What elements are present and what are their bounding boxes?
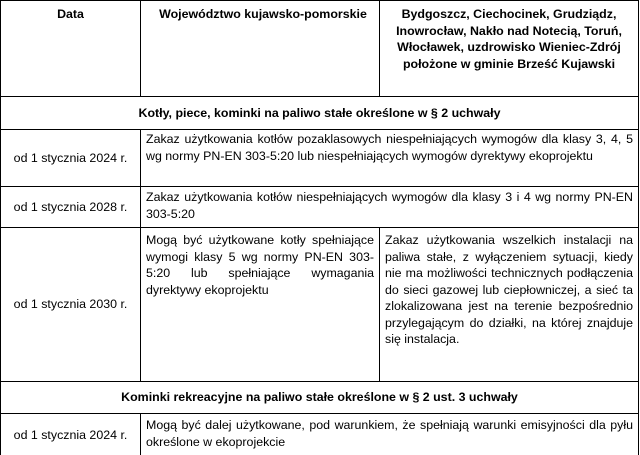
row-2030-cities-text: Zakaz użytkowania wszelkich instalacji na paliwa stałe, z wyłączeniem sytuacji, kiedy nie ma możliwości technicznych podłączenia do sieci gazowej lub ciepłowniczej, a sieć ta zlokalizowana jest na terenie bezpośrednio przylegającym do działki, na której znajduje się instalacja. (385, 233, 633, 346)
row-2028-text: Zakaz użytkowania kotłów niespełniających wymogów dla klasy 3 i 4 wg normy PN-EN 303-5:20 (146, 190, 633, 221)
grid-line (140, 0, 141, 97)
row-2024-text: Zakaz użytkowania kotłów pozaklasowych niespełniających wymogów dla klasy 3, 4, 5 wg normy PN-EN 303-5:20 lub niespełniających wymogów dyrektywy ekoprojektu (146, 132, 633, 163)
row-fireplace-2024-text: Mogą być dalej użytkowane, pod warunkiem, że spełniają warunki emisyjności dla pyłu określone w ekoprojekcie (146, 418, 633, 449)
row-2028-date: od 1 stycznia 2028 r. (13, 200, 128, 215)
grid-line (0, 227, 639, 228)
grid-line (0, 96, 639, 97)
header-region: Województwo kujawsko-pomorskie (159, 7, 367, 21)
grid-line (0, 129, 639, 130)
grid-line (140, 413, 141, 455)
grid-line (0, 381, 639, 382)
grid-line (379, 0, 380, 97)
grid-line (140, 129, 141, 382)
grid-line (638, 0, 639, 455)
grid-line (379, 227, 380, 382)
grid-line (0, 186, 639, 187)
row-2030-date: od 1 stycznia 2030 r. (13, 297, 128, 312)
row-2024-date: od 1 stycznia 2024 r. (13, 151, 128, 166)
row-2030-region-text: Mogą być użytkowane kotły spełniające wymogi klasy 5 wg normy PN-EN 303-5:20 lub spełniające wymagania dyrektywy ekoprojektu (146, 233, 374, 297)
header-cities: Bydgoszcz, Ciechocinek, Grudziądz, Inowrocław, Nakło nad Notecią, Toruń, Włocławek, uzdrowisko Wieniec-Zdrój położone w gminie Brześć Kujawski (396, 7, 622, 71)
section-title-boilers: Kotły, piece, kominki na paliwo stałe określone w § 2 uchwały (138, 105, 501, 120)
header-date: Data (57, 7, 84, 21)
grid-line (0, 413, 639, 414)
row-fireplace-2024-date: od 1 stycznia 2024 r. (13, 427, 128, 442)
grid-line (0, 0, 1, 455)
grid-line (0, 0, 639, 1)
section-title-fireplaces: Kominki rekreacyjne na paliwo stałe określone w § 2 ust. 3 uchwały (121, 390, 518, 405)
